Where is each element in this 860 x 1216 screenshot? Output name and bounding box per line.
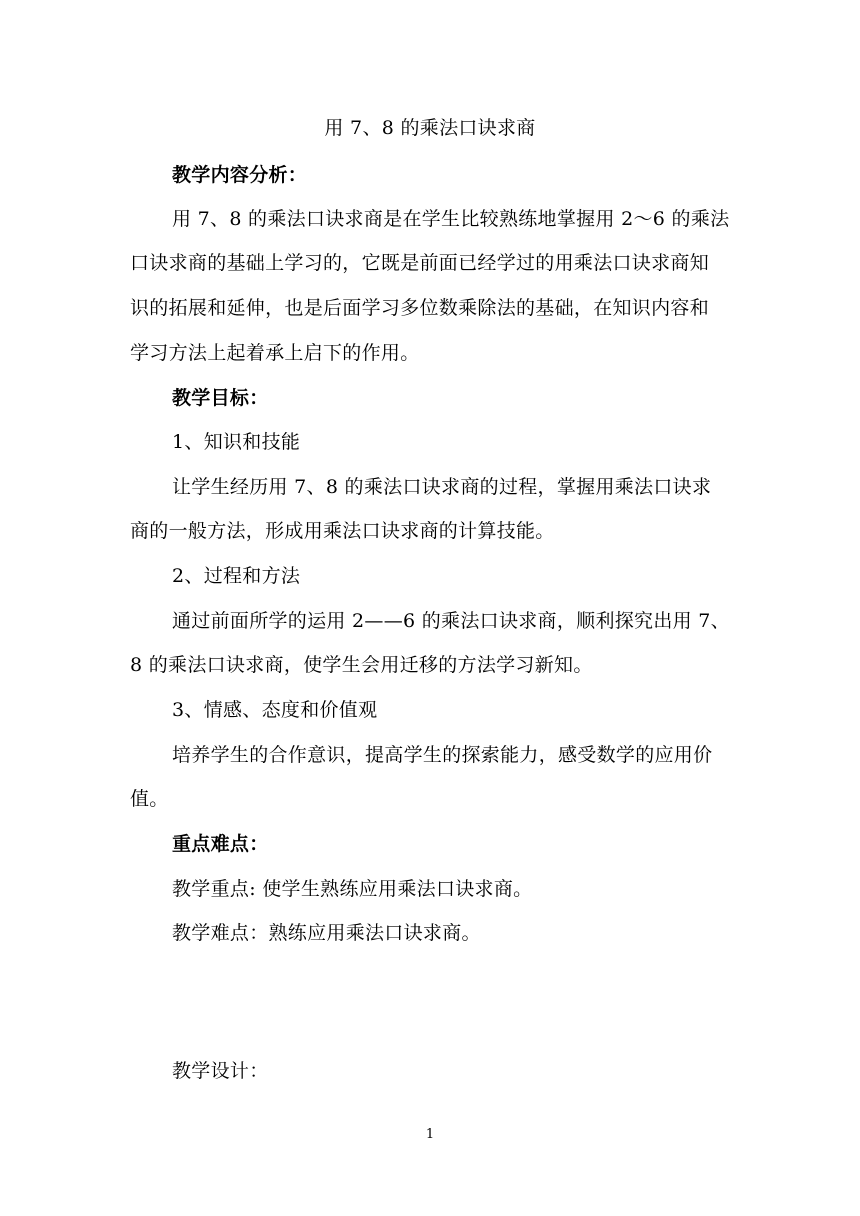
goal2-title: 2、过程和方法 — [172, 565, 301, 587]
content-line-4: 学习方法上起着承上启下的作用。 — [130, 342, 420, 364]
goal2-line-2: 8 的乘法口诀求商，使学生会用迁移的方法学习新知。 — [130, 654, 593, 676]
key-point: 教学重点: 使学生熟练应用乘法口诀求商。 — [172, 878, 533, 900]
page-number: 1 — [425, 1127, 435, 1142]
goal1-line-2: 商的一般方法，形成用乘法口诀求商的计算技能。 — [130, 520, 555, 542]
content-line-2: 口诀求商的基础上学习的，它既是前面已经学过的用乘法口诀求商知 — [130, 252, 710, 274]
content-line-1: 用 7、8 的乘法口诀求商是在学生比较熟练地掌握用 2～6 的乘法 — [172, 208, 730, 230]
document-title: 用 7、8 的乘法口诀求商 — [324, 117, 536, 139]
goal3-line-2: 值。 — [130, 788, 169, 810]
key-points-heading: 重点难点： — [172, 833, 269, 855]
goal2-line-1: 通过前面所学的运用 2——6 的乘法口诀求商，顺利探究出用 7、 — [172, 610, 730, 632]
difficult-point: 教学难点：熟练应用乘法口诀求商。 — [172, 922, 481, 944]
goal1-title: 1、知识和技能 — [172, 431, 301, 453]
design-heading: 教学设计： — [172, 1060, 269, 1082]
goals-heading: 教学目标： — [172, 387, 269, 409]
content-line-3: 识的拓展和延伸，也是后面学习多位数乘除法的基础，在知识内容和 — [130, 297, 710, 319]
goal3-line-1: 培养学生的合作意识，提高学生的探索能力，感受数学的应用价 — [172, 744, 713, 766]
goal1-line-1: 让学生经历用 7、8 的乘法口诀求商的过程，掌握用乘法口诀求 — [172, 476, 712, 498]
goal3-title: 3、情感、态度和价值观 — [172, 699, 378, 721]
content-analysis-heading: 教学内容分析： — [172, 164, 308, 186]
